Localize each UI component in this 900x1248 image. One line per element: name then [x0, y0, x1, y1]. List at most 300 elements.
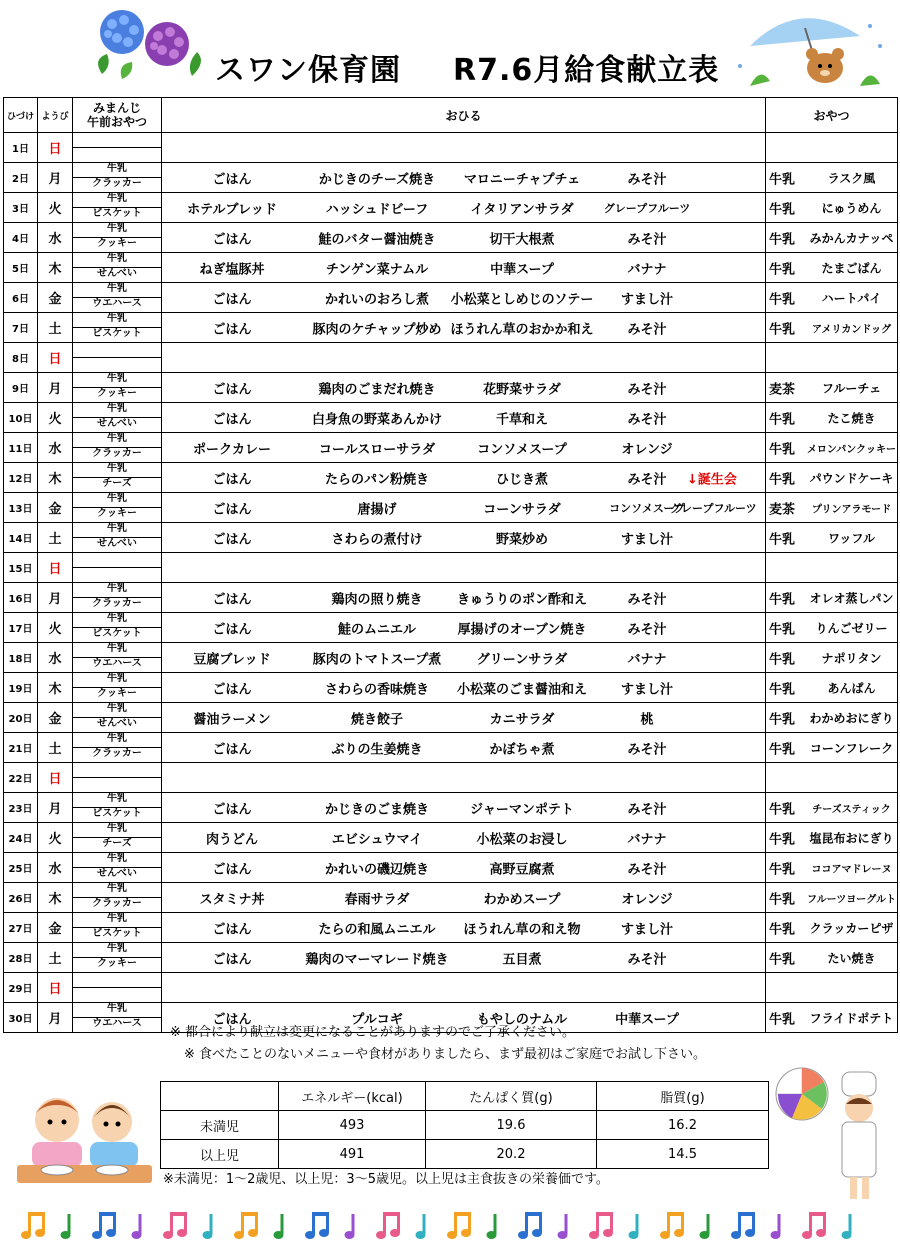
lunch-cell	[162, 223, 766, 253]
morning-snack-cell	[73, 403, 162, 433]
snack-item: ビスケット	[92, 208, 142, 219]
snack-drink: 牛乳	[73, 703, 161, 718]
lunch-cell	[162, 733, 766, 763]
lunch-soup-fruit: バナナ	[627, 652, 667, 667]
lunch-soup-fruit: 桃	[640, 712, 654, 727]
lunch-staple: ごはん	[212, 802, 252, 817]
music-note-icon	[771, 1214, 781, 1239]
snack-item: クラッカー	[92, 898, 142, 909]
snack-drink: 牛乳	[73, 643, 161, 658]
morning-snack-cell	[73, 853, 162, 883]
date-cell: 18日	[4, 643, 38, 673]
morning-snack-cell	[73, 463, 162, 493]
oyatsu-drink: 牛乳	[769, 742, 796, 757]
music-note-icon	[700, 1214, 710, 1239]
lunch-main: 焼き餃子	[350, 712, 403, 727]
lunch-side: コンソメスープ	[477, 442, 567, 457]
weekday-cell: 月	[38, 583, 73, 613]
lunch-side: 野菜炒め	[495, 532, 548, 547]
oyatsu-item: フライドポテト	[809, 1011, 894, 1025]
menu-row	[4, 313, 898, 343]
morning-snack-cell	[73, 673, 162, 703]
header-lunch: おひる	[162, 98, 766, 133]
lunch-staple: 肉うどん	[205, 832, 258, 847]
snack-drink: 牛乳	[73, 1003, 161, 1018]
note-line: ※ 都合により献立は変更になることがありますのでご了承ください。	[170, 1025, 576, 1040]
lunch-soup-fruit: すまし汁	[620, 922, 673, 937]
lunch-side: マロニーチャプチェ	[463, 172, 581, 187]
menu-row	[4, 793, 898, 823]
lunch-soup-fruit: すまし汁	[620, 292, 673, 307]
music-notes-icon	[20, 1208, 880, 1244]
snack-item	[73, 568, 161, 582]
menu-row	[4, 373, 898, 403]
date-cell: 27日	[4, 913, 38, 943]
oyatsu-cell	[766, 763, 898, 793]
morning-snack-cell	[73, 973, 162, 1003]
lunch-staple: ごはん	[212, 412, 252, 427]
oyatsu-item: ハートパイ	[821, 291, 882, 305]
header-oyatsu: おやつ	[766, 98, 898, 133]
oyatsu-item: ワッフル	[828, 531, 875, 545]
music-note-icon	[447, 1212, 471, 1239]
date-cell: 19日	[4, 673, 38, 703]
morning-snack-cell	[73, 883, 162, 913]
snack-item: クラッカー	[92, 178, 142, 189]
lunch-staple: ごはん	[212, 502, 252, 517]
snack-drink: 牛乳	[73, 493, 161, 508]
lunch-staple: ごはん	[212, 952, 252, 967]
lunch-soup-fruit: みそ汁	[627, 802, 667, 817]
snack-drink: 牛乳	[73, 283, 161, 298]
oyatsu-item: プリンアラモード	[811, 504, 892, 515]
oyatsu-drink: 牛乳	[769, 202, 796, 217]
menu-row	[4, 343, 898, 373]
snack-drink: 牛乳	[73, 943, 161, 958]
music-note-icon	[518, 1212, 542, 1239]
morning-snack-cell	[73, 613, 162, 643]
oyatsu-cell	[766, 973, 898, 1003]
lunch-side: コーンサラダ	[483, 502, 561, 517]
morning-snack-cell	[73, 823, 162, 853]
snack-item	[73, 988, 161, 1002]
snack-drink: 牛乳	[73, 793, 161, 808]
date-cell: 29日	[4, 973, 38, 1003]
oyatsu-item: みかんカナッペ	[809, 231, 894, 245]
music-note-icon	[274, 1214, 284, 1239]
oyatsu-drink: 牛乳	[769, 442, 796, 457]
music-note-icon	[842, 1214, 852, 1239]
oyatsu-item: パウンドケーキ	[809, 471, 894, 485]
lunch-soup-fruit: みそ汁	[627, 472, 667, 487]
morning-snack-cell	[73, 1003, 162, 1033]
oyatsu-drink: 牛乳	[769, 1012, 796, 1027]
lunch-main: コールスローサラダ	[318, 442, 436, 457]
snack-item: チーズ	[102, 838, 132, 849]
oyatsu-cell	[766, 733, 898, 763]
oyatsu-item: フルーツヨーグルト	[807, 894, 896, 905]
lunch-main: 春雨サラダ	[344, 892, 410, 907]
morning-snack-cell	[73, 133, 162, 163]
snack-drink: 牛乳	[73, 673, 161, 688]
snack-item: クッキー	[97, 508, 137, 519]
date-cell: 28日	[4, 943, 38, 973]
snack-item: せんべい	[97, 418, 137, 429]
snack-drink: 牛乳	[73, 883, 161, 898]
lunch-cell	[162, 703, 766, 733]
lunch-staple: ごはん	[212, 532, 252, 547]
nutrition-table	[160, 1081, 769, 1169]
music-note-icon	[21, 1212, 45, 1239]
oyatsu-drink: 牛乳	[769, 802, 796, 817]
lunch-main: 唐揚げ	[357, 502, 397, 517]
menu-row	[4, 853, 898, 883]
lunch-cell	[162, 493, 766, 523]
morning-snack-cell	[73, 763, 162, 793]
oyatsu-item: クラッカーピザ	[809, 921, 894, 935]
lunch-cell	[162, 823, 766, 853]
oyatsu-item: チーズスティック	[812, 804, 891, 815]
nutrition-header: エネルギー(kcal)	[279, 1082, 426, 1111]
morning-snack-cell	[73, 643, 162, 673]
weekday-cell: 水	[38, 853, 73, 883]
date-cell: 17日	[4, 613, 38, 643]
morning-snack-cell	[73, 943, 162, 973]
morning-snack-cell	[73, 253, 162, 283]
nutrition-header: 脂質(g)	[597, 1082, 769, 1111]
date-cell: 21日	[4, 733, 38, 763]
oyatsu-cell	[766, 133, 898, 163]
music-note-icon	[345, 1214, 355, 1239]
menu-row	[4, 283, 898, 313]
oyatsu-item: フルーチェ	[821, 381, 882, 395]
date-cell: 3日	[4, 193, 38, 223]
snack-item: クッキー	[97, 388, 137, 399]
snack-item: クラッカー	[92, 448, 142, 459]
lunch-soup-fruit: バナナ	[627, 262, 667, 277]
oyatsu-item: わかめおにぎり	[809, 711, 894, 725]
lunch-soup-fruit: オレンジ	[621, 442, 673, 457]
lunch-cell	[162, 883, 766, 913]
oyatsu-cell	[766, 433, 898, 463]
snack-item: クラッカー	[92, 598, 142, 609]
weekday-cell: 木	[38, 883, 73, 913]
music-note-icon	[203, 1214, 213, 1239]
music-note-icon	[802, 1212, 826, 1239]
lunch-main: 豚肉のケチャップ炒め	[312, 322, 442, 337]
morning-snack-cell	[73, 283, 162, 313]
snack-item: クラッカー	[92, 748, 142, 759]
oyatsu-cell	[766, 373, 898, 403]
music-note-icon	[416, 1214, 426, 1239]
oyatsu-cell	[766, 643, 898, 673]
lunch-staple: ごはん	[212, 682, 252, 697]
snack-item: ウエハース	[92, 298, 142, 309]
snack-drink: 牛乳	[73, 193, 161, 208]
oyatsu-item: メロンパンクッキー	[806, 444, 897, 455]
weekday-cell: 火	[38, 823, 73, 853]
lunch-main: かじきのごま焼き	[324, 802, 429, 817]
lunch-staple: ポークカレー	[192, 442, 271, 457]
oyatsu-drink: 牛乳	[769, 922, 796, 937]
nutrition-cell: 以上児	[161, 1140, 279, 1169]
snack-item: ビスケット	[92, 928, 142, 939]
lunch-main: エビシュウマイ	[331, 832, 423, 847]
menu-row	[4, 643, 898, 673]
oyatsu-drink: 牛乳	[769, 682, 796, 697]
hydrangea-icon	[82, 4, 217, 84]
snack-drink: 牛乳	[73, 583, 161, 598]
snack-item: クッキー	[97, 958, 137, 969]
oyatsu-drink: 牛乳	[769, 712, 796, 727]
oyatsu-item: ナポリタン	[821, 651, 882, 665]
morning-snack-cell	[73, 223, 162, 253]
lunch-staple: ごはん	[212, 622, 252, 637]
lunch-main: かれいの磯辺焼き	[324, 862, 429, 877]
oyatsu-drink: 麦茶	[769, 502, 796, 517]
lunch-soup-fruit: みそ汁	[627, 862, 667, 877]
lunch-main: プルコギ	[351, 1012, 403, 1027]
lunch-staple: 醤油ラーメン	[193, 712, 271, 727]
date-cell: 14日	[4, 523, 38, 553]
lunch-cell	[162, 613, 766, 643]
nutrition-row	[161, 1111, 769, 1140]
oyatsu-drink: 牛乳	[769, 472, 796, 487]
weekday-cell: 火	[38, 193, 73, 223]
snack-item: チーズ	[102, 478, 132, 489]
lunch-soup-fruit: グレープフルーツ	[603, 201, 691, 215]
lunch-side: 中華スープ	[490, 262, 554, 277]
oyatsu-drink: 牛乳	[769, 532, 796, 547]
date-cell: 9日	[4, 373, 38, 403]
morning-snack-cell	[73, 583, 162, 613]
snack-item: せんべい	[97, 268, 137, 279]
lunch-soup-fruit: みそ汁	[627, 322, 667, 337]
weekday-cell: 日	[38, 133, 73, 163]
snack-item: せんべい	[97, 718, 137, 729]
lunch-main: かれいのおろし煮	[324, 292, 429, 307]
menu-row	[4, 253, 898, 283]
music-note-icon	[589, 1212, 613, 1239]
menu-row	[4, 523, 898, 553]
music-note-icon	[132, 1214, 142, 1239]
lunch-side: かぼちゃ煮	[489, 742, 555, 757]
oyatsu-item: ラスク風	[827, 171, 876, 185]
menu-row	[4, 913, 898, 943]
music-note-icon	[234, 1212, 258, 1239]
lunch-staple: ごはん	[212, 322, 252, 337]
nutrition-row	[161, 1140, 769, 1169]
lunch-extra: グレープフルーツ	[670, 501, 757, 515]
lunch-side: 小松菜としめじのソテー	[450, 292, 594, 307]
nutrition-cell: 14.5	[597, 1140, 769, 1169]
lunch-staple: ごはん	[212, 592, 252, 607]
nutrition-cell: 19.6	[426, 1111, 597, 1140]
umbrella-bear-icon	[730, 6, 890, 91]
notes	[170, 1022, 706, 1066]
lunch-staple: ねぎ塩豚丼	[199, 262, 265, 277]
lunch-staple: スタミナ丼	[199, 892, 265, 907]
lunch-soup-fruit: みそ汁	[627, 232, 667, 247]
oyatsu-cell	[766, 163, 898, 193]
snack-item	[73, 778, 161, 792]
morning-snack-cell	[73, 523, 162, 553]
oyatsu-cell	[766, 673, 898, 703]
nutrition-cell: 20.2	[426, 1140, 597, 1169]
oyatsu-cell	[766, 823, 898, 853]
date-cell: 2日	[4, 163, 38, 193]
menu-row	[4, 463, 898, 493]
oyatsu-drink: 牛乳	[769, 292, 796, 307]
morning-snack-cell	[73, 343, 162, 373]
date-cell: 4日	[4, 223, 38, 253]
oyatsu-drink: 麦茶	[769, 382, 796, 397]
oyatsu-item: アメリカンドッグ	[812, 324, 891, 335]
snack-item: ウエハース	[92, 658, 142, 669]
weekday-cell: 水	[38, 223, 73, 253]
date-cell: 30日	[4, 1003, 38, 1033]
oyatsu-cell	[766, 193, 898, 223]
header-date: ひづけ	[4, 98, 38, 133]
oyatsu-item: コーンフレーク	[809, 741, 894, 755]
weekday-cell: 水	[38, 643, 73, 673]
oyatsu-drink: 牛乳	[769, 592, 796, 607]
lunch-cell	[162, 853, 766, 883]
menu-row	[4, 493, 898, 523]
lunch-cell	[162, 283, 766, 313]
oyatsu-drink: 牛乳	[769, 322, 796, 337]
menu-row	[4, 583, 898, 613]
oyatsu-cell	[766, 523, 898, 553]
note-line: ※ 食べたことのないメニューや食材がありましたら、まず最初はご家庭でお試し下さい。	[184, 1047, 707, 1062]
oyatsu-item: ココアマドレーヌ	[811, 864, 892, 875]
menu-row	[4, 763, 898, 793]
weekday-cell: 日	[38, 763, 73, 793]
oyatsu-cell	[766, 223, 898, 253]
snack-item: ビスケット	[92, 328, 142, 339]
lunch-cell	[162, 253, 766, 283]
menu-title: R7.6月給食献立表	[453, 53, 720, 88]
menu-row	[4, 433, 898, 463]
lunch-main: 鮭のムニエル	[337, 622, 416, 637]
weekday-cell: 水	[38, 433, 73, 463]
lunch-main: たらのパン粉焼き	[324, 472, 429, 487]
date-cell: 8日	[4, 343, 38, 373]
lunch-side: ほうれん草の和え物	[463, 922, 581, 937]
nutrition-cell: 493	[279, 1111, 426, 1140]
snack-item: せんべい	[97, 538, 137, 549]
lunch-main: かじきのチーズ焼き	[318, 172, 436, 187]
lunch-cell	[162, 673, 766, 703]
weekday-cell: 月	[38, 373, 73, 403]
weekday-cell: 土	[38, 523, 73, 553]
snack-item	[73, 148, 161, 162]
oyatsu-cell	[766, 283, 898, 313]
oyatsu-drink: 牛乳	[769, 412, 796, 427]
lunch-soup-fruit: みそ汁	[627, 622, 667, 637]
oyatsu-item: にゅうめん	[821, 201, 882, 215]
lunch-main: 豚肉のトマトスープ煮	[312, 652, 442, 667]
date-cell: 25日	[4, 853, 38, 883]
date-cell: 20日	[4, 703, 38, 733]
lunch-staple: ごはん	[212, 922, 252, 937]
snack-drink: 牛乳	[73, 223, 161, 238]
morning-snack-cell	[73, 913, 162, 943]
menu-row	[4, 403, 898, 433]
date-cell: 23日	[4, 793, 38, 823]
lunch-main: 鶏肉のマーマレード焼き	[305, 952, 449, 967]
morning-snack-cell	[73, 373, 162, 403]
oyatsu-cell	[766, 403, 898, 433]
snack-item: ビスケット	[92, 808, 142, 819]
morning-snack-cell	[73, 313, 162, 343]
lunch-main: 鶏肉のごまだれ焼き	[318, 382, 436, 397]
lunch-side: 千草和え	[495, 412, 548, 427]
lunch-soup-fruit: みそ汁	[627, 412, 667, 427]
weekday-cell: 日	[38, 973, 73, 1003]
lunch-side: わかめスープ	[483, 892, 561, 907]
lunch-main: チンゲン菜ナムル	[325, 262, 429, 277]
menu-row	[4, 133, 898, 163]
morning-snack-cell	[73, 553, 162, 583]
lunch-staple: ごはん	[212, 862, 252, 877]
lunch-side: グリーンサラダ	[476, 652, 568, 667]
menu-row	[4, 943, 898, 973]
chef-icon	[772, 1064, 892, 1204]
header-morning-snack: みまんじ 午前おやつ	[73, 98, 162, 133]
oyatsu-item: たまごぱん	[821, 261, 882, 275]
snack-drink	[73, 553, 161, 568]
menu-table	[3, 97, 898, 1033]
lunch-main: 白身魚の野菜あんかけ	[311, 412, 442, 427]
music-note-icon	[305, 1212, 329, 1239]
nutrition-cell: 491	[279, 1140, 426, 1169]
lunch-main: ハッシュドビーフ	[325, 202, 429, 217]
menu-row	[4, 553, 898, 583]
date-cell: 26日	[4, 883, 38, 913]
oyatsu-item: たこ焼き	[827, 411, 876, 425]
lunch-soup-fruit: みそ汁	[627, 592, 667, 607]
weekday-cell: 日	[38, 553, 73, 583]
weekday-cell: 木	[38, 673, 73, 703]
date-cell: 12日	[4, 463, 38, 493]
date-cell: 10日	[4, 403, 38, 433]
lunch-soup-fruit: みそ汁	[627, 382, 667, 397]
music-note-icon	[163, 1212, 187, 1239]
menu-row	[4, 673, 898, 703]
morning-snack-cell	[73, 193, 162, 223]
lunch-side: 五目煮	[502, 952, 542, 967]
lunch-main: さわらの煮付け	[331, 532, 423, 547]
snack-drink: 牛乳	[73, 313, 161, 328]
school-name: スワン保育園	[215, 53, 401, 88]
weekday-cell: 金	[38, 703, 73, 733]
snack-item	[73, 358, 161, 372]
oyatsu-cell	[766, 913, 898, 943]
lunch-soup-fruit: 中華スープ	[615, 1012, 679, 1027]
lunch-cell	[162, 313, 766, 343]
weekday-cell: 火	[38, 613, 73, 643]
lunch-cell	[162, 913, 766, 943]
weekday-cell: 火	[38, 403, 73, 433]
oyatsu-cell	[766, 313, 898, 343]
snack-item: ビスケット	[92, 628, 142, 639]
oyatsu-drink: 牛乳	[769, 622, 796, 637]
music-note-icon	[558, 1214, 568, 1239]
lunch-cell	[162, 163, 766, 193]
date-cell: 11日	[4, 433, 38, 463]
snack-item: クッキー	[97, 238, 137, 249]
